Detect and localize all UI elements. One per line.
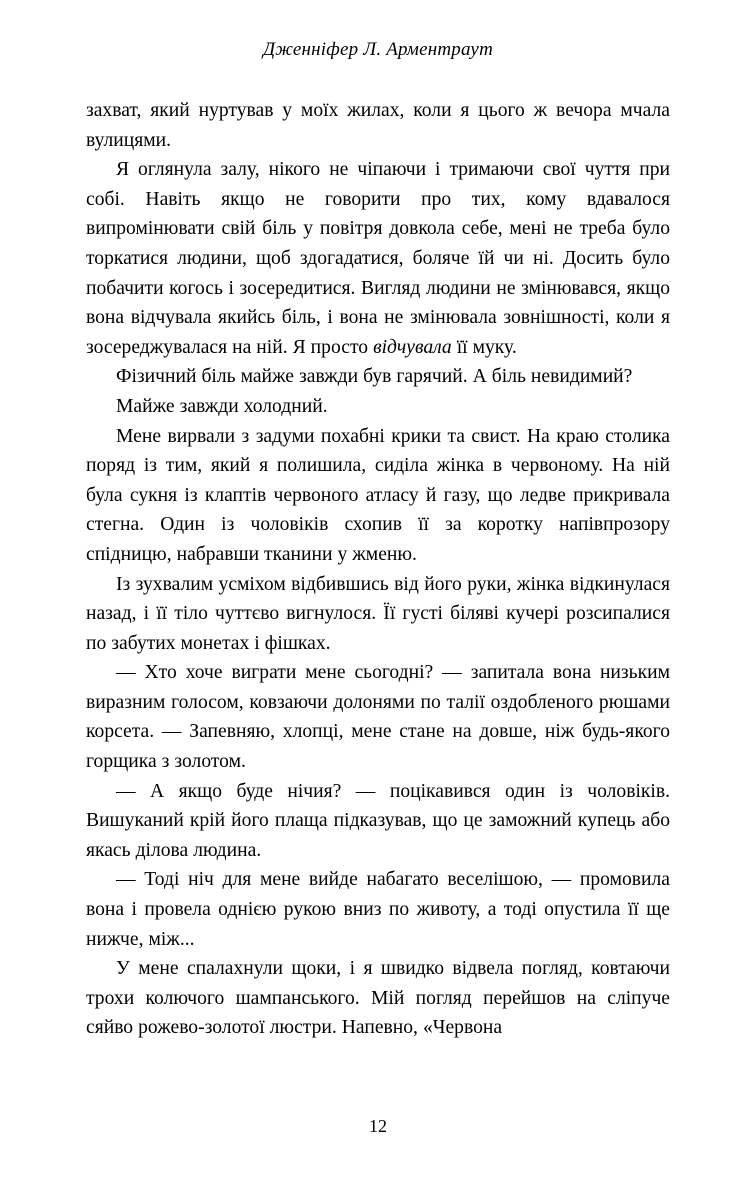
paragraph-text-before-emphasis: Я оглянула залу, нікого не чіпаючи і тримаючи свої чуття при собі. Навіть якщо не говорити про тих, кому вдавалося випромінювати свій біль у повітря довкола себе, мені не треба було торкатися людини, щоб здогадатися, боляче їй чи ні. Досить було побачити когось і зосередитися. Вигляд людини не змінювався, якщо вона відчувала якийсь біль, і вона не змінювала зовнішності, коли я зосереджувалася на ній. Я просто [86,159,670,358]
page-number: 12 [369,1116,387,1136]
paragraph-dialogue: — А якщо буде нічия? — поцікавився один із чоловіків. Вишуканий крій його плаща підказував, що це заможний купець або якась ділова людина. [86,780,670,861]
paragraph: Фізичний біль майже завжди був гарячий. А біль невидимий? [116,366,633,388]
paragraph: У мене спалахнули щоки, і я швидко відвела погляд, ковтаючи трохи колючого шампанського. Мій погляд перейшов на сліпуче сяйво рожево-золотої люстри. Напевно, «Червона [86,958,670,1039]
paragraph: захват, який нуртував у моїх жилах, коли я цього ж вечора мчала вулицями. [86,100,670,151]
paragraph: Із зухвалим усміхом відбившись від його руки, жінка відкинулася назад, і її тіло чуттєво вигнулося. Її густі біляві кучері розсипалися по забутих монетах і фішках. [86,573,670,654]
paragraph: Мене вирвали з задуми похабні крики та свист. На краю столика поряд із тим, який я полишила, сиділа жінка в червоному. На ній була сукня із клаптів червоного атласу й газу, що ледве прикривала стегна. Один із чоловіків схопив її за коротку напівпрозору спідницю, набравши тканини у жменю. [86,425,670,565]
paragraph-dialogue: — Хто хоче виграти мене сьогодні? — запитала вона низьким виразним голосом, ковзаючи долонями по талії оздобленого рюшами корсета. — Запевняю, хлопці, мене стане на довше, ніж будь-якого горщика з золотом. [86,662,670,773]
running-head: Дженніфер Л. Арментраут [263,39,493,60]
paragraph-dialogue: — Тоді ніч для мене вийде набагато веселішою, — промовила вона і провела однією рукою вниз по животу, а тоді опустила її ще нижче, між... [86,869,670,950]
paragraph: Майже завжди холодний. [116,395,328,417]
paragraph-text-after-emphasis: її муку. [451,336,517,358]
emphasized-word: відчувала [373,336,452,358]
paragraph [86,155,670,362]
body-text-block [86,96,670,1043]
